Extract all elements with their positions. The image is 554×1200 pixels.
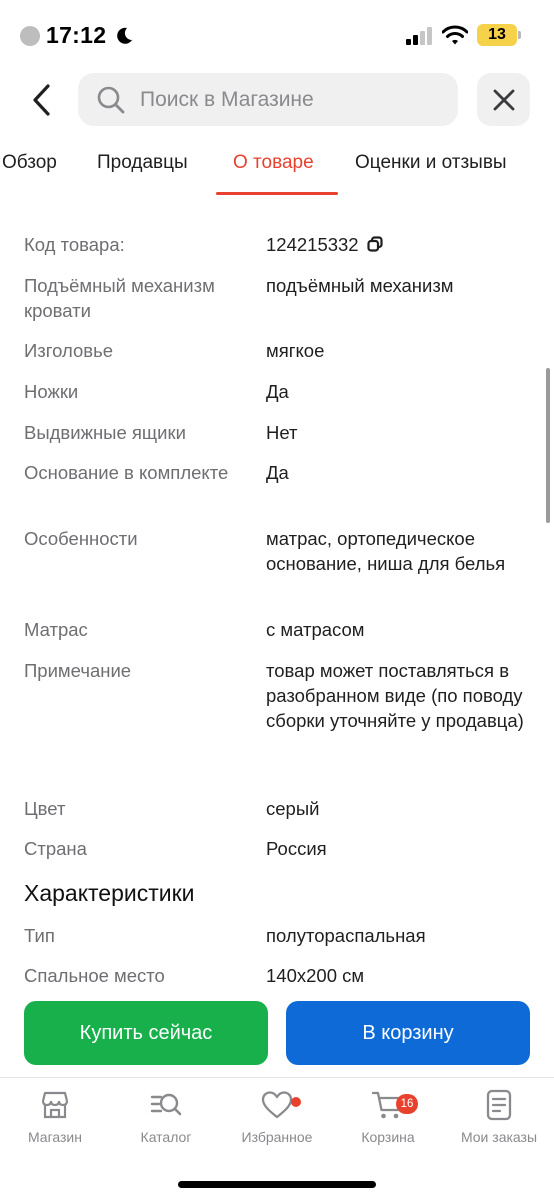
spec-row-mattress	[0, 617, 554, 642]
nav-item-catalog[interactable]	[111, 1088, 221, 1145]
status-bar	[0, 0, 554, 72]
search-input[interactable]	[78, 73, 458, 126]
battery-cap	[518, 31, 521, 39]
spec-value: Да	[266, 462, 289, 483]
active-tab-underline	[216, 192, 338, 195]
spec-row-lift	[0, 273, 554, 323]
spec-value: серый	[266, 798, 320, 819]
chevron-left-icon	[31, 83, 53, 117]
spec-row-sleeping-place	[0, 963, 554, 988]
copy-icon[interactable]	[367, 236, 383, 252]
spec-label: Спальное место	[24, 965, 165, 986]
characteristics-title: Характеристики	[24, 880, 195, 906]
nav-item-orders[interactable]	[444, 1088, 554, 1145]
back-button[interactable]	[22, 78, 62, 122]
spec-value: мягкое	[266, 340, 325, 361]
spec-row-note	[0, 658, 554, 733]
spec-value: Россия	[266, 838, 327, 859]
close-button[interactable]	[477, 73, 530, 126]
spec-row-drawers	[0, 420, 554, 445]
spec-value: 140x200 см	[266, 965, 365, 986]
close-icon	[492, 88, 516, 112]
battery-indicator: 13	[477, 24, 517, 46]
spec-row-features	[0, 526, 554, 576]
orders-icon	[482, 1088, 516, 1122]
spec-row-type	[0, 923, 554, 948]
add-to-cart-button[interactable]: В корзину	[286, 1001, 530, 1065]
status-time: 17:12	[46, 22, 107, 48]
article-number: 124215332	[266, 234, 359, 255]
buy-now-button[interactable]: Купить сейчас	[24, 1001, 268, 1065]
spec-label: Основание в комплекте	[24, 462, 229, 483]
spec-value: товар может поставляться в разобранном виде (по поводу сборки уточняйте у продавца)	[266, 660, 524, 731]
spec-value: матрас, ортопедическое основание, ниша для белья	[266, 528, 506, 574]
spec-label: Страна	[24, 838, 87, 859]
nav-label: Каталог	[140, 1129, 192, 1145]
tab-reviews[interactable]: Оценки и отзывы	[355, 152, 507, 173]
spec-value: подъёмный механизм	[266, 275, 454, 296]
spec-value: полутораспальная	[266, 925, 426, 946]
spec-row-article	[0, 232, 554, 257]
cart-count-badge: 16	[396, 1094, 418, 1114]
spec-row-color	[0, 796, 554, 821]
favorites-dot	[291, 1097, 301, 1107]
nav-item-favorites[interactable]	[222, 1088, 332, 1145]
nav-item-cart[interactable]	[333, 1088, 443, 1145]
catalog-search-icon	[149, 1088, 183, 1122]
nav-label: Избранное	[241, 1129, 313, 1145]
nav-label: Мои заказы	[460, 1129, 538, 1145]
spec-row-country	[0, 836, 554, 861]
nav-item-store[interactable]	[0, 1088, 110, 1145]
home-indicator	[178, 1181, 376, 1188]
spec-label: Код товара:	[24, 234, 125, 255]
tab-sellers[interactable]: Продавцы	[97, 152, 188, 173]
spec-label: Подъёмный механизм кровати	[24, 275, 215, 321]
spec-value: Да	[266, 381, 289, 402]
spec-label: Примечание	[24, 660, 132, 681]
spec-label: Матрас	[24, 619, 88, 640]
wifi-icon	[442, 24, 468, 46]
product-tabs	[0, 140, 554, 196]
tab-about-product[interactable]: О товаре	[233, 152, 314, 173]
heart-icon	[260, 1088, 294, 1122]
scrollbar[interactable]	[546, 368, 550, 523]
spec-value: с матрасом	[266, 619, 365, 640]
spec-label: Особенности	[24, 528, 138, 549]
spec-row-headboard	[0, 338, 554, 363]
spec-value	[266, 232, 532, 257]
spec-label: Изголовье	[24, 340, 114, 361]
spec-label: Ножки	[24, 381, 79, 402]
store-icon	[38, 1088, 72, 1122]
spec-row-legs	[0, 379, 554, 404]
spec-label: Цвет	[24, 798, 66, 819]
notification-icon	[20, 26, 40, 46]
spec-value: Нет	[266, 422, 298, 443]
spec-label: Выдвижные ящики	[24, 422, 186, 443]
nav-label: Магазин	[27, 1129, 82, 1145]
tab-overview[interactable]: Обзор	[2, 152, 57, 173]
search-icon	[96, 85, 126, 115]
search-placeholder: Поиск в Магазине	[140, 87, 314, 111]
nav-label: Корзина	[361, 1129, 415, 1145]
moon-icon	[114, 26, 134, 46]
spec-row-base	[0, 460, 554, 485]
cellular-signal-icon	[406, 27, 434, 45]
spec-label: Тип	[24, 925, 55, 946]
